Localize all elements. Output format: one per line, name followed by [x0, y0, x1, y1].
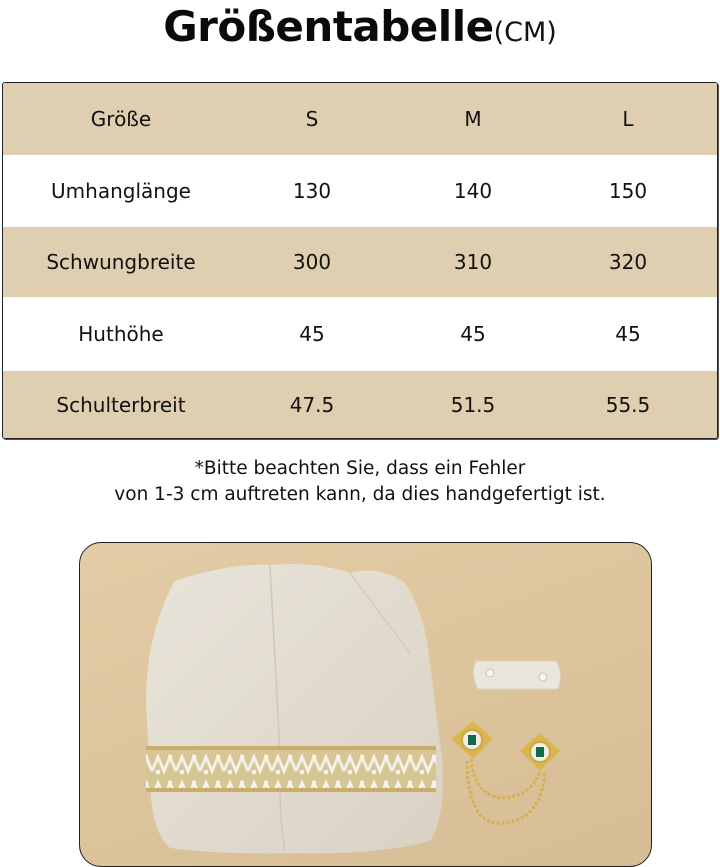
row-label: Huthöhe	[78, 322, 164, 346]
cell-m: 140	[453, 179, 493, 203]
row-label: Umhanglänge	[51, 179, 191, 203]
note-line-2: von 1-3 cm auftreten kann, da dies handgefertigt ist.	[114, 484, 606, 505]
title-main: Größentabelle	[163, 2, 494, 51]
table-row	[3, 227, 717, 297]
handmade-tolerance-note	[0, 456, 720, 508]
header-size: Größe	[90, 107, 152, 131]
folded-cape	[146, 564, 443, 853]
embroidered-trim	[146, 748, 436, 790]
fabric-strap	[473, 661, 560, 689]
cell-l: 150	[608, 179, 648, 203]
cell-m: 310	[453, 250, 493, 274]
cell-l: 320	[608, 250, 648, 274]
table-row	[3, 155, 717, 227]
cell-m: 51.5	[450, 393, 496, 417]
product-photo	[79, 542, 652, 867]
cell-s: 47.5	[289, 393, 335, 417]
cell-s: 130	[292, 179, 332, 203]
product-illustration	[80, 543, 651, 866]
cell-m: 45	[460, 322, 486, 346]
title-unit: (CM)	[493, 17, 557, 48]
table-header-row	[3, 83, 717, 155]
cell-l: 45	[615, 322, 641, 346]
header-s: S	[305, 107, 319, 131]
cell-l: 55.5	[605, 393, 651, 417]
header-l: L	[622, 107, 634, 131]
table-row	[3, 297, 717, 371]
brooch-chain	[451, 721, 560, 823]
row-label: Schulterbreit	[56, 393, 186, 417]
row-label: Schwungbreite	[46, 250, 196, 274]
size-table	[2, 82, 718, 439]
page-title	[0, 0, 720, 60]
header-m: M	[464, 107, 482, 131]
cell-s: 300	[292, 250, 332, 274]
note-line-1: *Bitte beachten Sie, dass ein Fehler	[194, 458, 526, 479]
cell-s: 45	[299, 322, 325, 346]
table-row	[3, 371, 717, 439]
